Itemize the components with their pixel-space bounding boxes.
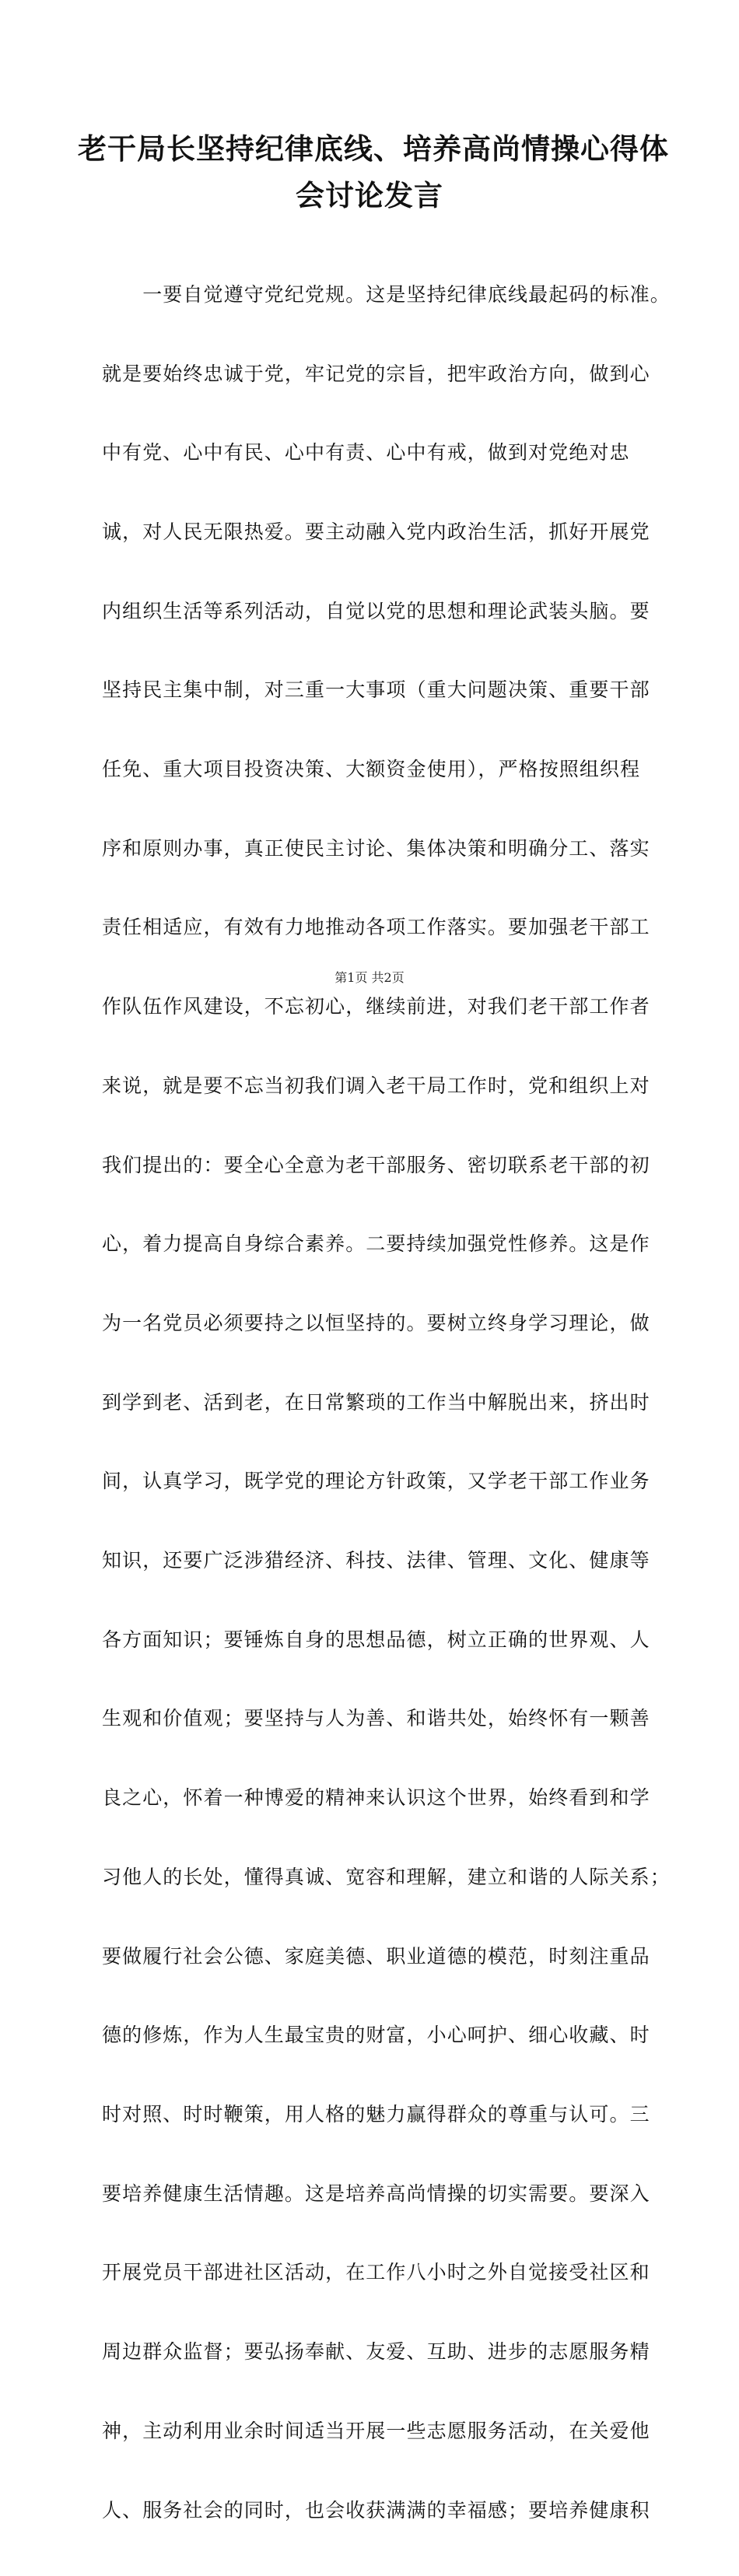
body-line: 责任相适应，有效有力地推动各项工作落实。要加强老干部工 (102, 916, 650, 939)
body-line: 作队伍作风建设，不忘初心，继续前进，对我们老干部工作者 (102, 995, 650, 1018)
body-line: 心，着力提高自身综合素养。二要持续加强党性修养。这是作 (102, 1232, 650, 1256)
body-line: 知识，还要广泛涉猎经济、科技、法律、管理、文化、健康等 (102, 1549, 650, 1572)
body-line: 一要自觉遵守党纪党规。这是坚持纪律底线最起码的标准。 (102, 282, 671, 306)
body-line: 就是要始终忠诚于党，牢记党的宗旨，把牢政治方向，做到心 (102, 362, 650, 385)
body-line: 周边群众监督；要弘扬奉献、友爱、互助、进步的志愿服务精 (102, 2340, 650, 2364)
body-line: 人、服务社会的同时，也会收获满满的幸福感；要培养健康积 (102, 2498, 650, 2522)
body-line: 为一名党员必须要持之以恒坚持的。要树立终身学习理论，做 (102, 1311, 650, 1334)
document-title-line-1: 老干局长坚持纪律底线、培养高尚情操心得体 (78, 132, 669, 166)
body-line: 各方面知识；要锤炼自身的思想品德，树立正确的世界观、人 (102, 1628, 650, 1651)
body-line: 我们提出的：要全心全意为老干部服务、密切联系老干部的初 (102, 1153, 650, 1176)
body-line: 中有党、心中有民、心中有责、心中有戒，做到对党绝对忠 (102, 441, 630, 464)
body-line: 要做履行社会公德、家庭美德、职业道德的模范，时刻注重品 (102, 1944, 650, 1968)
body-line: 坚持民主集中制，对三重一大事项（重大问题决策、重要干部 (102, 678, 650, 702)
body-line: 生观和价值观；要坚持与人为善、和谐共处，始终怀有一颗善 (102, 1707, 650, 1730)
body-line: 要培养健康生活情趣。这是培养高尚情操的切实需要。要深入 (102, 2182, 650, 2205)
body-line: 到学到老、活到老，在日常繁琐的工作当中解脱出来，挤出时 (102, 1390, 650, 1414)
body-line: 来说，就是要不忘当初我们调入老干局工作时，党和组织上对 (102, 1074, 650, 1097)
body-line: 神，主动利用业余时间适当开展一些志愿服务活动，在关爱他 (102, 2419, 650, 2442)
page-number-footer: 第1页 共2页 (334, 970, 405, 985)
body-line: 习他人的长处，懂得真诚、宽容和理解，建立和谐的人际关系； (102, 1865, 671, 1888)
body-line: 德的修炼，作为人生最宝贵的财富，小心呵护、细心收藏、时 (102, 2024, 650, 2047)
body-line: 内组织生活等系列活动，自觉以党的思想和理论武装头脑。要 (102, 599, 650, 622)
document-title-line-2: 会讨论发言 (296, 179, 443, 212)
body-line: 诚，对人民无限热爱。要主动融入党内政治生活，抓好开展党 (102, 520, 650, 543)
body-line: 良之心，怀着一种博爱的精神来认识这个世界，始终看到和学 (102, 1786, 650, 1810)
body-line: 间，认真学习，既学党的理论方针政策，又学老干部工作业务 (102, 1470, 650, 1493)
body-line: 序和原则办事，真正使民主讨论、集体决策和明确分工、落实 (102, 836, 650, 860)
body-line: 时对照、时时鞭策，用人格的魅力赢得群众的尊重与认可。三 (102, 2102, 650, 2126)
body-line: 任免、重大项目投资决策、大额资金使用），严格按照组织程 (102, 758, 641, 781)
body-line: 开展党员干部进社区活动，在工作八小时之外自觉接受社区和 (102, 2261, 650, 2284)
document-body (102, 229, 671, 2576)
